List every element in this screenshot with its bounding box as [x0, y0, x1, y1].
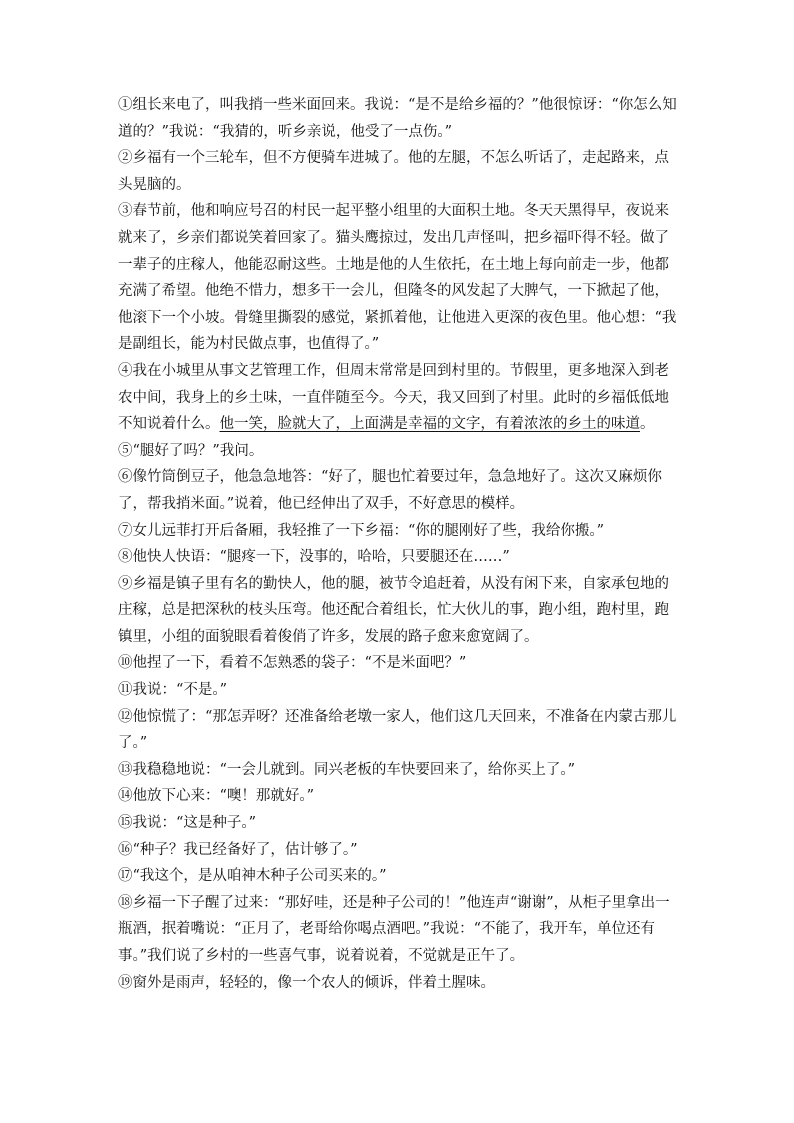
paragraph-text: ⑪我说：“不是。”	[118, 682, 228, 699]
paragraph-16	[118, 837, 680, 864]
document-body	[118, 92, 680, 996]
paragraph-text: ③春节前，他和响应号召的村民一起平整小组里的大面积土地。冬天天黑得早，夜说来就来了，乡亲们都说笑着回家了。猫头鹰掠过，发出几声怪叫，把乡福吓得不轻。做了一辈子的庄稼人，他能忍耐这些。土地是他的人生依托，在土地上每向前走一步，他都充满了希望。他绝不惜力，想多干一会儿，但隆冬的风发起了大脾气，一下掀起了他，他滚下一个小坡。骨缝里撕裂的感觉，紧抓着他，让他进入更深的夜色里。他心想：“我是副组长，能为村民做点事，也值得了。”	[118, 203, 677, 353]
paragraph-10	[118, 650, 680, 677]
paragraph-text: ④我在小城里从事文艺管理工作，但周末常常是回到村里的。节假里，更多地深入到老农中间，我身上的乡土味，一直伴随至今。今天，我又回到了村里。此时的乡福低低地不知说着什么。	[118, 362, 669, 433]
paragraph-text: ⑲窗外是雨声，轻轻的，像一个农人的倾诉，伴着土腥味。	[118, 974, 495, 991]
underlined-sentence: 他一笑，脸就大了，上面满是幸福的文字，有着浓浓的乡土的味道	[219, 416, 640, 433]
paragraph-text: ⑮我说：“这是种子。”	[118, 815, 257, 832]
paragraph-text: ⑦女儿远菲打开后备厢，我轻推了一下乡福：“你的腿刚好了些，我给你搬。”	[118, 522, 605, 539]
paragraph-text: ⑭他放下心来：“噢！那就好。”	[118, 788, 315, 805]
paragraph-1	[118, 92, 680, 145]
paragraph-9	[118, 571, 680, 651]
paragraph-3	[118, 198, 680, 358]
paragraph-8	[118, 544, 680, 571]
paragraph-text: ⑫他惊慌了：“那怎弄呀？还准备给老墩一家人，他们这几天回来，不准备在内蒙古那儿了。”	[118, 708, 677, 752]
sentence-end-mark: 。	[640, 416, 655, 433]
paragraph-text: ⑰“我这个，是从咱神木种子公司买来的。”	[118, 868, 387, 885]
paragraph-13	[118, 757, 680, 784]
paragraph-12	[118, 704, 680, 757]
paragraph-text: ⑨乡福是镇子里有名的勤快人，他的腿，被节令追赶着，从没有闲下来，自家承包地的庄稼，总是把深秋的枝头压弯。他还配合着组长，忙大伙儿的事，跑小组，跑村里，跑镇里，小组的面貌眼看着俊俏了许多，发展的路子愈来愈宽阔了。	[118, 575, 669, 645]
paragraph-18	[118, 890, 680, 970]
paragraph-text: ⑬我稳稳地说：“一会儿就到。同兴老板的车快要回来了，给你买上了。”	[118, 761, 576, 778]
paragraph-text: ⑯“种子？我已经备好了，估计够了。”	[118, 841, 358, 858]
paragraph-17	[118, 863, 680, 890]
paragraph-text: ①组长来电了，叫我捎一些米面回来。我说：“是不是给乡福的？”他很惊讶：“你怎么知道的？”我说：“我猜的，听乡亲说，他受了一点伤。”	[118, 97, 677, 140]
paragraph-4	[118, 358, 680, 438]
paragraph-15	[118, 810, 680, 837]
paragraph-11	[118, 677, 680, 704]
paragraph-text: ⑤“腿好了吗？”我问。	[118, 442, 264, 459]
paragraph-14	[118, 783, 680, 810]
paragraph-5	[118, 438, 680, 465]
paragraph-7	[118, 518, 680, 545]
paragraph-text: ⑩他捏了一下，看着不怎熟悉的袋子：“不是米面吧？”	[118, 655, 467, 672]
paragraph-19	[118, 970, 680, 997]
paragraph-2	[118, 145, 680, 198]
paragraph-text: ②乡福有一个三轮车，但不方便骑车进城了。他的左腿，不怎么听话了，走起路来，点头晃脑的。	[118, 150, 669, 193]
paragraph-text: ⑥像竹筒倒豆子，他急急地答：“好了，腿也忙着要过年，急急地好了。这次又麻烦你了，帮我捎米面。”说着，他已经伸出了双手，不好意思的模样。	[118, 469, 662, 512]
paragraph-text: ⑧他快人快语：“腿疼一下，没事的，哈哈，只要腿还在……”	[118, 549, 510, 566]
paragraph-6	[118, 464, 680, 517]
paragraph-text: ⑱乡福一下子醒了过来：“那好哇，还是种子公司的！”他连声“谢谢”，从柜子里拿出一瓶酒，抿着嘴说：“正月了，老哥给你喝点酒吧。”我说：“不能了，我开车，单位还有事。”我们说了乡村的一些喜气事，说着说着，不觉就是正午了。	[118, 894, 670, 964]
